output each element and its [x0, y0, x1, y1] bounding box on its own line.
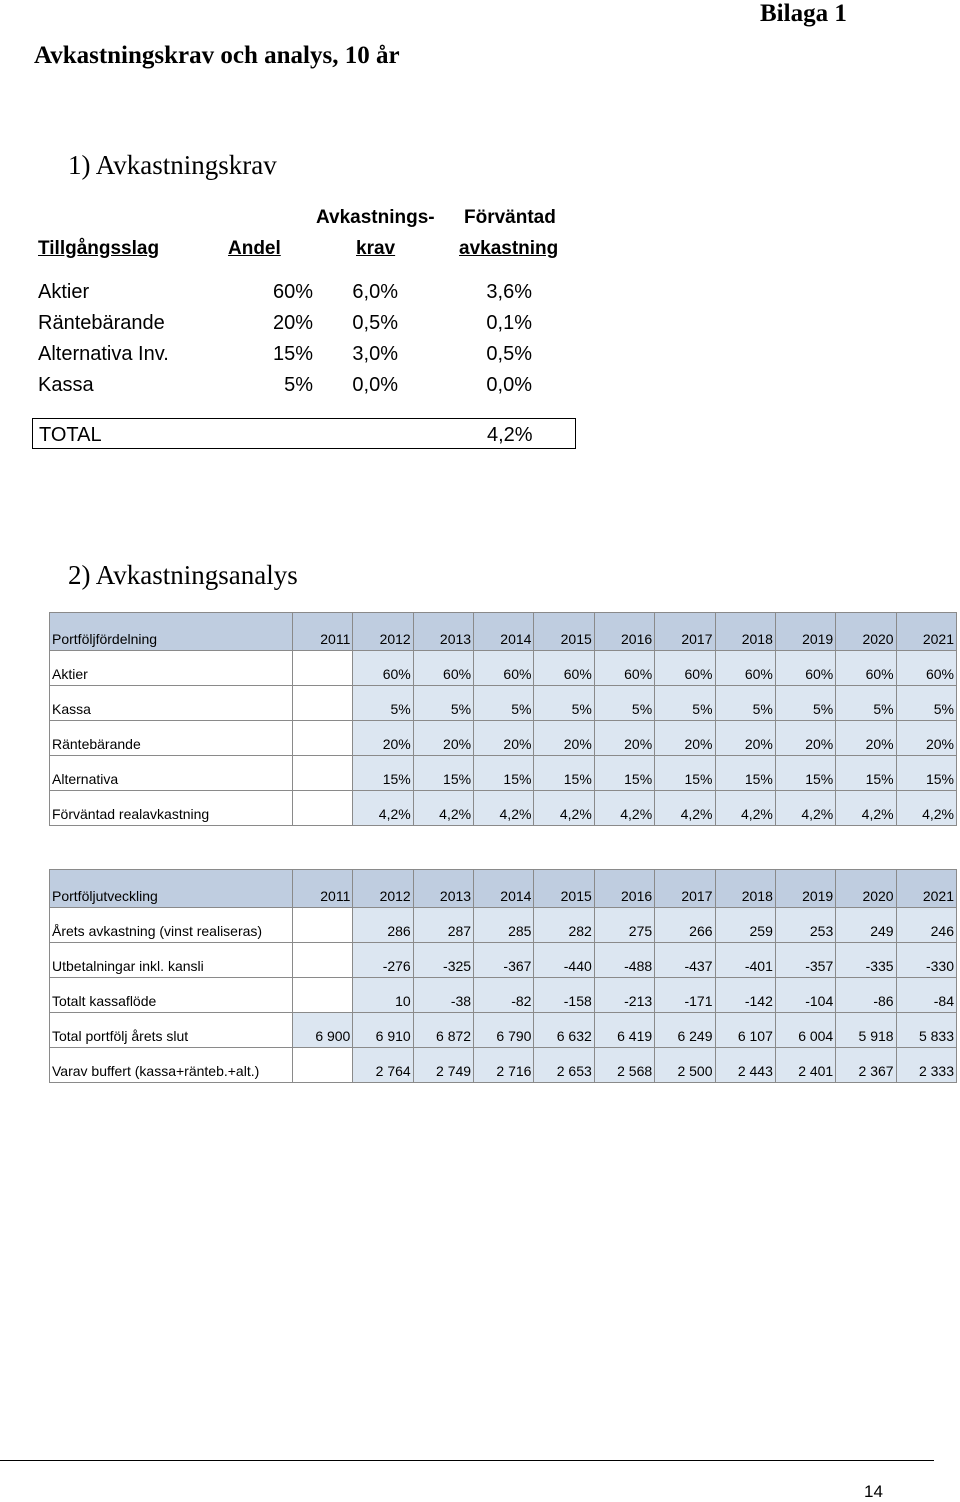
- value-cell: 15%: [715, 756, 775, 791]
- asset-share: 15%: [273, 343, 314, 365]
- value-cell: 2 716: [474, 1048, 534, 1083]
- value-cell: -401: [715, 943, 775, 978]
- value-cell: 10: [353, 978, 413, 1013]
- value-cell: 285: [474, 908, 534, 943]
- year-header: 2014: [474, 613, 534, 651]
- value-cell: 15%: [836, 756, 896, 791]
- value-cell: -276: [353, 943, 413, 978]
- value-cell: 5%: [655, 686, 715, 721]
- allocation-row: [50, 686, 957, 721]
- header-requirement-top: Avkastnings-: [316, 207, 435, 228]
- value-cell: 6 419: [594, 1013, 654, 1048]
- year-header: 2021: [896, 613, 956, 651]
- value-cell: -104: [775, 978, 835, 1013]
- header-share: Andel: [228, 238, 281, 259]
- value-cell: 282: [534, 908, 594, 943]
- value-cell: 20%: [836, 721, 896, 756]
- value-cell: 15%: [353, 756, 413, 791]
- row-label: Alternativa: [50, 756, 293, 791]
- asset-requirement: 0,5%: [352, 312, 398, 334]
- asset-requirement: 0,0%: [352, 374, 398, 396]
- value-cell: 60%: [836, 651, 896, 686]
- asset-share: 20%: [273, 312, 314, 334]
- row-label: Totalt kassaflöde: [50, 978, 293, 1013]
- value-cell: 60%: [534, 651, 594, 686]
- value-cell: -158: [534, 978, 594, 1013]
- footer-rule: [0, 1460, 934, 1461]
- value-cell: 6 107: [715, 1013, 775, 1048]
- value-cell: 6 900: [293, 1013, 353, 1048]
- asset-name: Aktier: [38, 281, 90, 303]
- header-asset: Tillgångsslag: [38, 238, 160, 259]
- value-cell: 4,2%: [836, 791, 896, 826]
- asset-expected: 3,6%: [486, 281, 532, 303]
- value-cell: 275: [594, 908, 654, 943]
- requirement-row: [38, 312, 538, 342]
- year-header: 2016: [594, 613, 654, 651]
- value-cell: 2 443: [715, 1048, 775, 1083]
- value-cell: 6 872: [413, 1013, 473, 1048]
- value-cell: 15%: [775, 756, 835, 791]
- value-cell: -488: [594, 943, 654, 978]
- value-cell: 15%: [474, 756, 534, 791]
- annex-label: Bilaga 1: [760, 0, 847, 27]
- asset-requirement: 6,0%: [352, 281, 398, 303]
- asset-expected: 0,5%: [486, 343, 532, 365]
- value-cell: 5%: [413, 686, 473, 721]
- value-cell: 15%: [655, 756, 715, 791]
- value-cell: -325: [413, 943, 473, 978]
- year-header: 2016: [594, 870, 654, 908]
- value-cell: 2 401: [775, 1048, 835, 1083]
- value-cell: 60%: [413, 651, 473, 686]
- development-row: [50, 1048, 957, 1083]
- value-cell: 4,2%: [474, 791, 534, 826]
- value-cell: [293, 721, 353, 756]
- value-cell: -86: [836, 978, 896, 1013]
- value-cell: 6 249: [655, 1013, 715, 1048]
- value-cell: 5%: [775, 686, 835, 721]
- asset-name: Räntebärande: [38, 312, 165, 334]
- value-cell: -84: [896, 978, 956, 1013]
- requirement-row: [38, 281, 538, 311]
- value-cell: 6 910: [353, 1013, 413, 1048]
- year-header: 2014: [474, 870, 534, 908]
- year-header: 2019: [775, 613, 835, 651]
- value-cell: -38: [413, 978, 473, 1013]
- requirement-row: [38, 374, 538, 404]
- section-heading-requirement: 1) Avkastningskrav: [68, 150, 277, 180]
- requirement-row: [38, 343, 538, 373]
- year-header: 2020: [836, 870, 896, 908]
- document-title: Avkastningskrav och analys, 10 år: [34, 42, 400, 69]
- allocation-row: [50, 651, 957, 686]
- asset-name: Kassa: [38, 374, 94, 396]
- year-header: 2012: [353, 870, 413, 908]
- value-cell: 60%: [896, 651, 956, 686]
- allocation-header-label: Portföljfördelning: [50, 613, 293, 651]
- value-cell: 20%: [715, 721, 775, 756]
- value-cell: -357: [775, 943, 835, 978]
- value-cell: [293, 756, 353, 791]
- total-value: 4,2%: [487, 424, 533, 446]
- value-cell: -437: [655, 943, 715, 978]
- value-cell: 20%: [534, 721, 594, 756]
- value-cell: 60%: [775, 651, 835, 686]
- value-cell: 4,2%: [413, 791, 473, 826]
- row-label: Aktier: [50, 651, 293, 686]
- value-cell: 5%: [715, 686, 775, 721]
- section-heading-analysis: 2) Avkastningsanalys: [68, 560, 298, 590]
- value-cell: 60%: [353, 651, 413, 686]
- value-cell: 5 918: [836, 1013, 896, 1048]
- value-cell: 15%: [896, 756, 956, 791]
- year-header: 2011: [293, 613, 353, 651]
- value-cell: 15%: [534, 756, 594, 791]
- asset-share: 5%: [284, 374, 313, 396]
- allocation-row: [50, 791, 957, 826]
- value-cell: 2 764: [353, 1048, 413, 1083]
- value-cell: 2 568: [594, 1048, 654, 1083]
- value-cell: -335: [836, 943, 896, 978]
- value-cell: 20%: [474, 721, 534, 756]
- row-label: Kassa: [50, 686, 293, 721]
- development-table: [49, 869, 957, 1083]
- value-cell: 4,2%: [655, 791, 715, 826]
- value-cell: [293, 908, 353, 943]
- value-cell: 286: [353, 908, 413, 943]
- year-header: 2015: [534, 613, 594, 651]
- row-label: Utbetalningar inkl. kansli: [50, 943, 293, 978]
- row-label: Räntebärande: [50, 721, 293, 756]
- year-header: 2015: [534, 870, 594, 908]
- value-cell: 20%: [896, 721, 956, 756]
- value-cell: 287: [413, 908, 473, 943]
- value-cell: 5%: [534, 686, 594, 721]
- value-cell: 6 004: [775, 1013, 835, 1048]
- year-header: 2013: [413, 613, 473, 651]
- value-cell: -330: [896, 943, 956, 978]
- value-cell: 6 632: [534, 1013, 594, 1048]
- header-expected-top: Förväntad: [464, 207, 556, 228]
- value-cell: 20%: [594, 721, 654, 756]
- year-header: 2011: [293, 870, 353, 908]
- value-cell: 5%: [594, 686, 654, 721]
- value-cell: 60%: [655, 651, 715, 686]
- row-label: Årets avkastning (vinst realiseras): [50, 908, 293, 943]
- year-header: 2012: [353, 613, 413, 651]
- year-header: 2021: [896, 870, 956, 908]
- value-cell: 4,2%: [594, 791, 654, 826]
- value-cell: 2 500: [655, 1048, 715, 1083]
- year-header: 2017: [655, 613, 715, 651]
- value-cell: 2 749: [413, 1048, 473, 1083]
- value-cell: 20%: [413, 721, 473, 756]
- header-requirement-bottom: krav: [356, 238, 396, 259]
- value-cell: 4,2%: [715, 791, 775, 826]
- year-header: 2020: [836, 613, 896, 651]
- value-cell: 5%: [353, 686, 413, 721]
- year-header: 2018: [715, 870, 775, 908]
- development-row: [50, 908, 957, 943]
- value-cell: -142: [715, 978, 775, 1013]
- asset-requirement: 3,0%: [352, 343, 398, 365]
- row-label: Förväntad realavkastning: [50, 791, 293, 826]
- row-label: Varav buffert (kassa+ränteb.+alt.): [50, 1048, 293, 1083]
- year-header: 2018: [715, 613, 775, 651]
- year-header: 2019: [775, 870, 835, 908]
- development-header-label: Portföljutveckling: [50, 870, 293, 908]
- value-cell: 5%: [896, 686, 956, 721]
- year-header: 2013: [413, 870, 473, 908]
- total-row: [32, 418, 576, 449]
- value-cell: -367: [474, 943, 534, 978]
- value-cell: 60%: [474, 651, 534, 686]
- value-cell: 2 333: [896, 1048, 956, 1083]
- value-cell: 246: [896, 908, 956, 943]
- value-cell: 4,2%: [896, 791, 956, 826]
- value-cell: 2 367: [836, 1048, 896, 1083]
- value-cell: 253: [775, 908, 835, 943]
- allocation-table: [49, 612, 957, 826]
- value-cell: 4,2%: [775, 791, 835, 826]
- total-label: TOTAL: [39, 424, 102, 446]
- value-cell: -440: [534, 943, 594, 978]
- value-cell: [293, 791, 353, 826]
- value-cell: [293, 686, 353, 721]
- value-cell: [293, 943, 353, 978]
- value-cell: [293, 978, 353, 1013]
- value-cell: [293, 1048, 353, 1083]
- value-cell: 20%: [353, 721, 413, 756]
- value-cell: -213: [594, 978, 654, 1013]
- asset-share: 60%: [273, 281, 314, 303]
- value-cell: 20%: [655, 721, 715, 756]
- value-cell: 249: [836, 908, 896, 943]
- value-cell: 266: [655, 908, 715, 943]
- development-header-row: [50, 870, 957, 908]
- value-cell: 15%: [594, 756, 654, 791]
- asset-name: Alternativa Inv.: [38, 343, 169, 365]
- asset-expected: 0,0%: [486, 374, 532, 396]
- page-number: 14: [864, 1482, 883, 1501]
- value-cell: 259: [715, 908, 775, 943]
- year-header: 2017: [655, 870, 715, 908]
- value-cell: -171: [655, 978, 715, 1013]
- allocation-row: [50, 756, 957, 791]
- value-cell: 5%: [836, 686, 896, 721]
- asset-expected: 0,1%: [486, 312, 532, 334]
- value-cell: 5 833: [896, 1013, 956, 1048]
- header-expected-bottom: avkastning: [459, 238, 559, 259]
- value-cell: -82: [474, 978, 534, 1013]
- row-label: Total portfölj årets slut: [50, 1013, 293, 1048]
- value-cell: 60%: [594, 651, 654, 686]
- value-cell: 2 653: [534, 1048, 594, 1083]
- value-cell: [293, 651, 353, 686]
- value-cell: 4,2%: [353, 791, 413, 826]
- value-cell: 15%: [413, 756, 473, 791]
- development-row: [50, 1013, 957, 1048]
- value-cell: 5%: [474, 686, 534, 721]
- development-row: [50, 978, 957, 1013]
- allocation-row: [50, 721, 957, 756]
- value-cell: 20%: [775, 721, 835, 756]
- value-cell: 4,2%: [534, 791, 594, 826]
- value-cell: 60%: [715, 651, 775, 686]
- value-cell: 6 790: [474, 1013, 534, 1048]
- allocation-header-row: [50, 613, 957, 651]
- development-row: [50, 943, 957, 978]
